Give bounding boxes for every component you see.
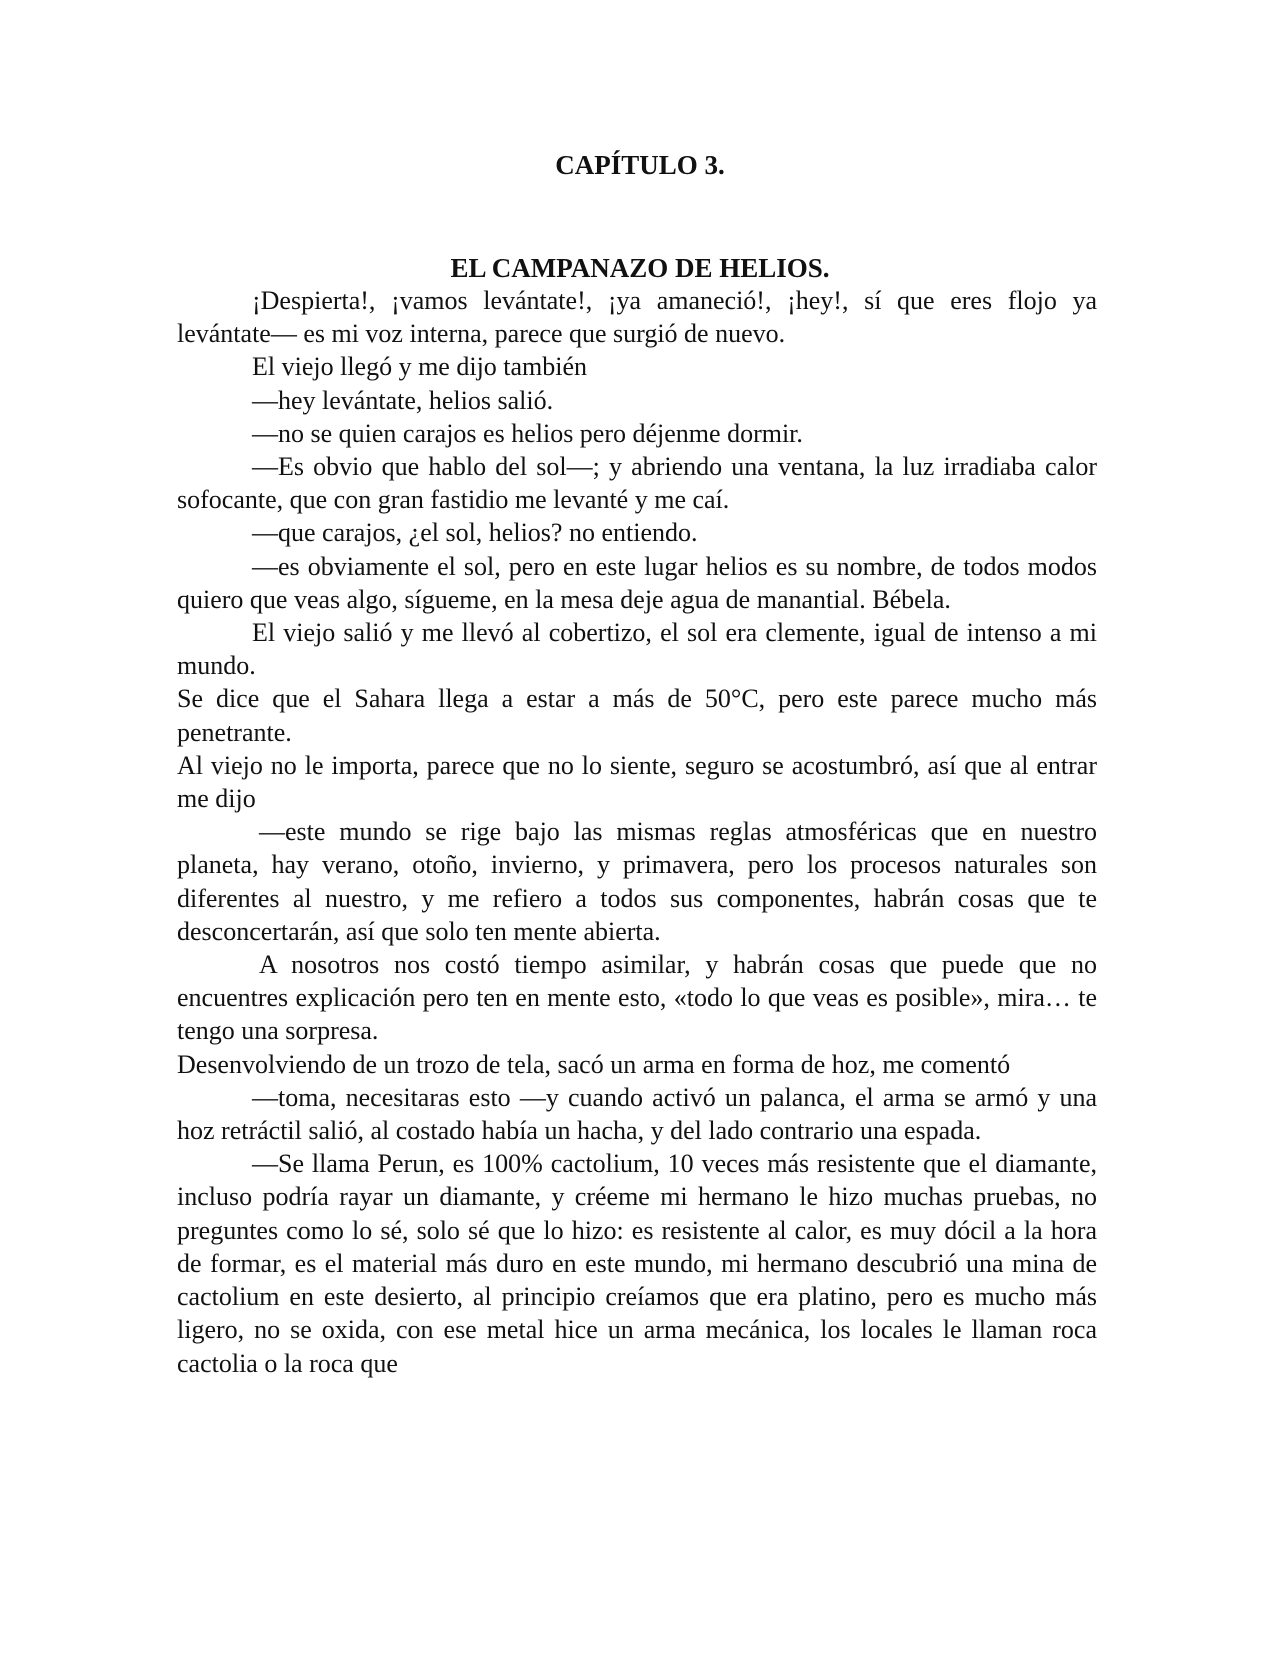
paragraph: Al viejo no le importa, parece que no lo siente, seguro se acostumbró, así que al entrar me dijo (177, 750, 1097, 814)
paragraph: —toma, necesitaras esto —y cuando activó un palanca, el arma se armó y una hoz retráctil salió, al costado había un hacha, y del lado contrario una espada. (177, 1082, 1097, 1146)
paragraph: El viejo salió y me llevó al cobertizo, el sol era clemente, igual de intenso a mi mundo. (177, 618, 1097, 681)
paragraph: A nosotros nos costó tiempo asimilar, y habrán cosas que puede que no encuentres explicación pero ten en mente esto, «todo lo que veas es posible», mira… te tengo una sorpresa. (177, 950, 1097, 1046)
paragraph: —hey levántate, helios salió. (252, 385, 554, 415)
body-text (177, 284, 1097, 1380)
paragraph: —es obviamente el sol, pero en este lugar helios es su nombre, de todos modos quiero que veas algo, sígueme, en la mesa deje agua de manantial. Bébela. (177, 551, 1097, 614)
paragraph: —que carajos, ¿el sol, helios? no entiendo. (252, 518, 698, 548)
section-title: EL CAMPANAZO DE HELIOS. (450, 253, 830, 283)
paragraph: Desenvolviendo de un trozo de tela, sacó un arma en forma de hoz, me comentó (177, 1049, 1011, 1079)
paragraph: —Se llama Perun, es 100% cactolium, 10 veces más resistente que el diamante, incluso podría rayar un diamante, y créeme mi hermano le hizo muchas pruebas, no preguntes como lo sé, solo sé que lo hizo: es resistente al calor, es muy dócil a la hora de formar, es el material más duro en este mundo, mi hermano descubrió una mina de cactolium en este desierto, al principio creíamos que era platino, pero es mucho más ligero, no se oxida, con ese metal hice un arma mecánica, los locales le llaman roca cactolia o la roca que (177, 1149, 1097, 1378)
paragraph: ¡Despierta!, ¡vamos levántate!, ¡ya amaneció!, ¡hey!, sí que eres flojo ya levántate— es mi voz interna, parece que surgió de nuevo. (177, 286, 1097, 349)
chapter-title: CAPÍTULO 3. (555, 150, 725, 180)
paragraph: Se dice que el Sahara llega a estar a más de 50°C, pero este parece mucho más penetrante. (177, 684, 1097, 747)
paragraph: —este mundo se rige bajo las mismas reglas atmosféricas que en nuestro planeta, hay verano, otoño, invierno, y primavera, pero los procesos naturales son diferentes al nuestro, y me refiero a todos sus componentes, habrán cosas que te desconcertarán, así que solo ten mente abierta. (177, 817, 1097, 946)
paragraph: —no se quien carajos es helios pero déjenme dormir. (252, 418, 803, 448)
paragraph: —Es obvio que hablo del sol—; y abriendo una ventana, la luz irradiaba calor sofocante, que con gran fastidio me levanté y me caí. (177, 452, 1097, 515)
paragraph: El viejo llegó y me dijo también (252, 352, 588, 382)
